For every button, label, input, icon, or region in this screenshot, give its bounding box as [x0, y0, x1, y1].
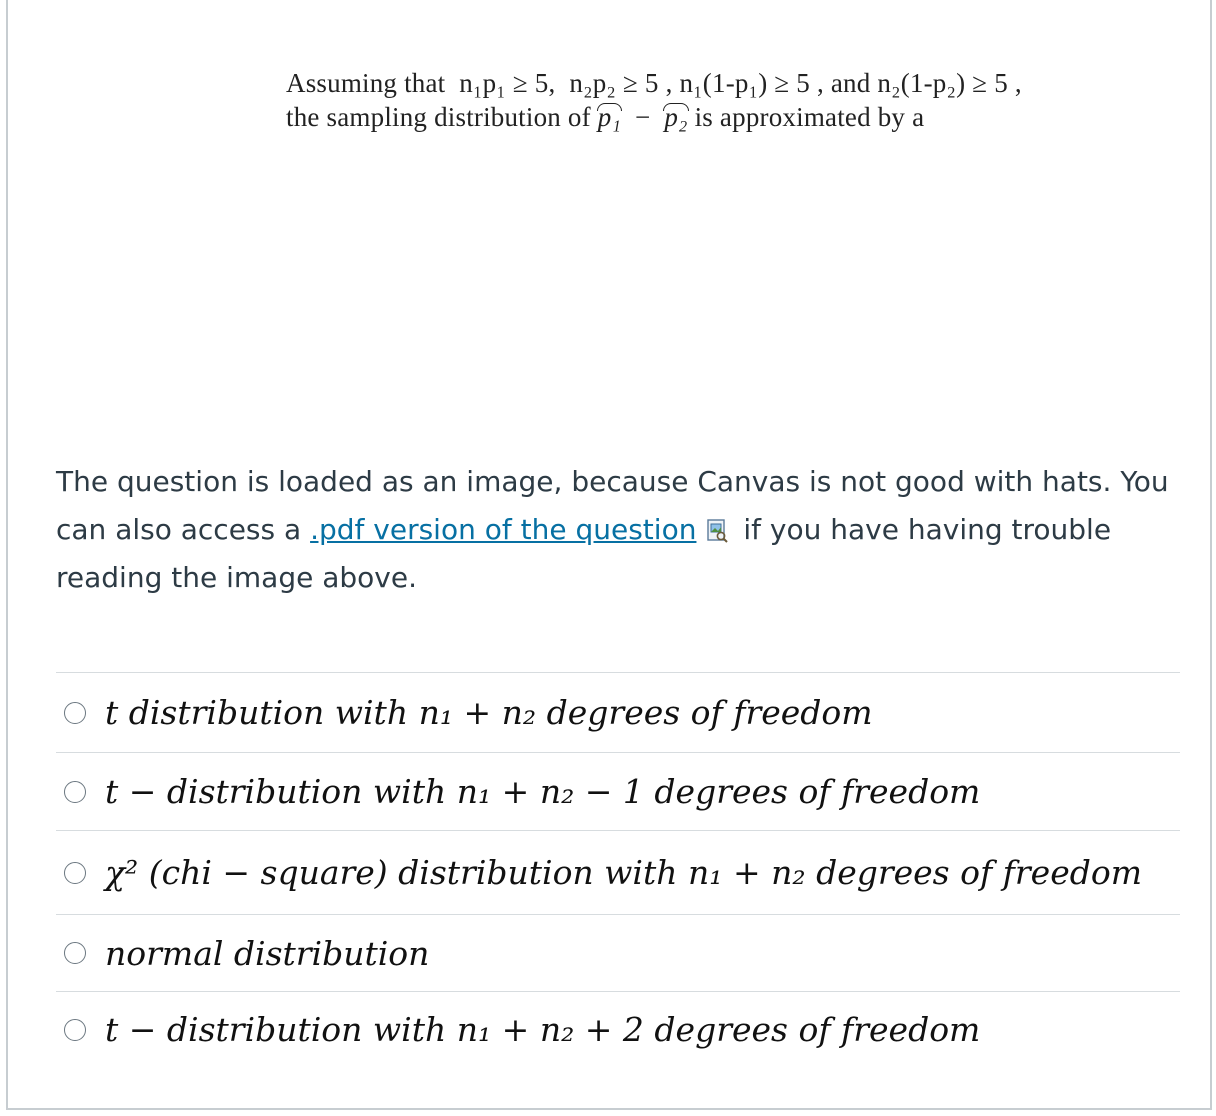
- radio-button[interactable]: [64, 942, 86, 964]
- question-assuming: Assuming that: [286, 68, 446, 98]
- answer-text: t − distribution with n₁ + n₂ + 2 degrees of freedom: [105, 1010, 981, 1049]
- note-text-after: if you have having trouble reading the image above.: [56, 513, 1112, 594]
- answer-text: t − distribution with n₁ + n₂ − 1 degrees of freedom: [105, 772, 981, 811]
- radio-button[interactable]: [64, 702, 86, 724]
- question-line-2: [286, 100, 1022, 134]
- document-preview-icon[interactable]: [706, 519, 728, 543]
- condition-2: n₂p₂ ≥ 5 ,: [569, 68, 673, 98]
- question-image: [286, 66, 1022, 134]
- question-and: and: [830, 68, 871, 98]
- question-frame: [6, 0, 1212, 1110]
- answer-text: normal distribution: [105, 933, 430, 973]
- radio-button[interactable]: [64, 1019, 86, 1041]
- note-text-before: The question is loaded as an image, because Canvas is not good with hats. You can also access a: [56, 465, 1169, 546]
- answer-option-2[interactable]: [56, 752, 1180, 830]
- answer-option-3[interactable]: [56, 830, 1180, 914]
- condition-3: n₁(1-p₁) ≥ 5 ,: [679, 68, 824, 98]
- question-suffix: is approximated by a: [694, 102, 925, 132]
- question-line-1: [286, 66, 1022, 100]
- answer-list: [56, 672, 1180, 1067]
- pdf-link[interactable]: .pdf version of the question: [310, 513, 697, 546]
- answer-option-5[interactable]: [56, 991, 1180, 1067]
- p-hat-1: p₁: [597, 102, 622, 132]
- answer-option-1[interactable]: [56, 672, 1180, 752]
- radio-button[interactable]: [64, 862, 86, 884]
- p-hat-2: p₂: [664, 102, 688, 132]
- condition-1: n₁p₁ ≥ 5,: [459, 68, 556, 98]
- radio-button[interactable]: [64, 781, 86, 803]
- answer-text: χ² (chi − square) distribution with n₁ + n₂ degrees of freedom: [105, 853, 1143, 892]
- minus-sign: −: [634, 102, 651, 132]
- image-note: [56, 458, 1176, 602]
- condition-4: n₂(1-p₂) ≥ 5 ,: [877, 68, 1022, 98]
- answer-text: t distribution with n₁ + n₂ degrees of freedom: [105, 693, 873, 732]
- question-prefix: the sampling distribution of: [286, 102, 591, 132]
- answer-option-4[interactable]: [56, 914, 1180, 991]
